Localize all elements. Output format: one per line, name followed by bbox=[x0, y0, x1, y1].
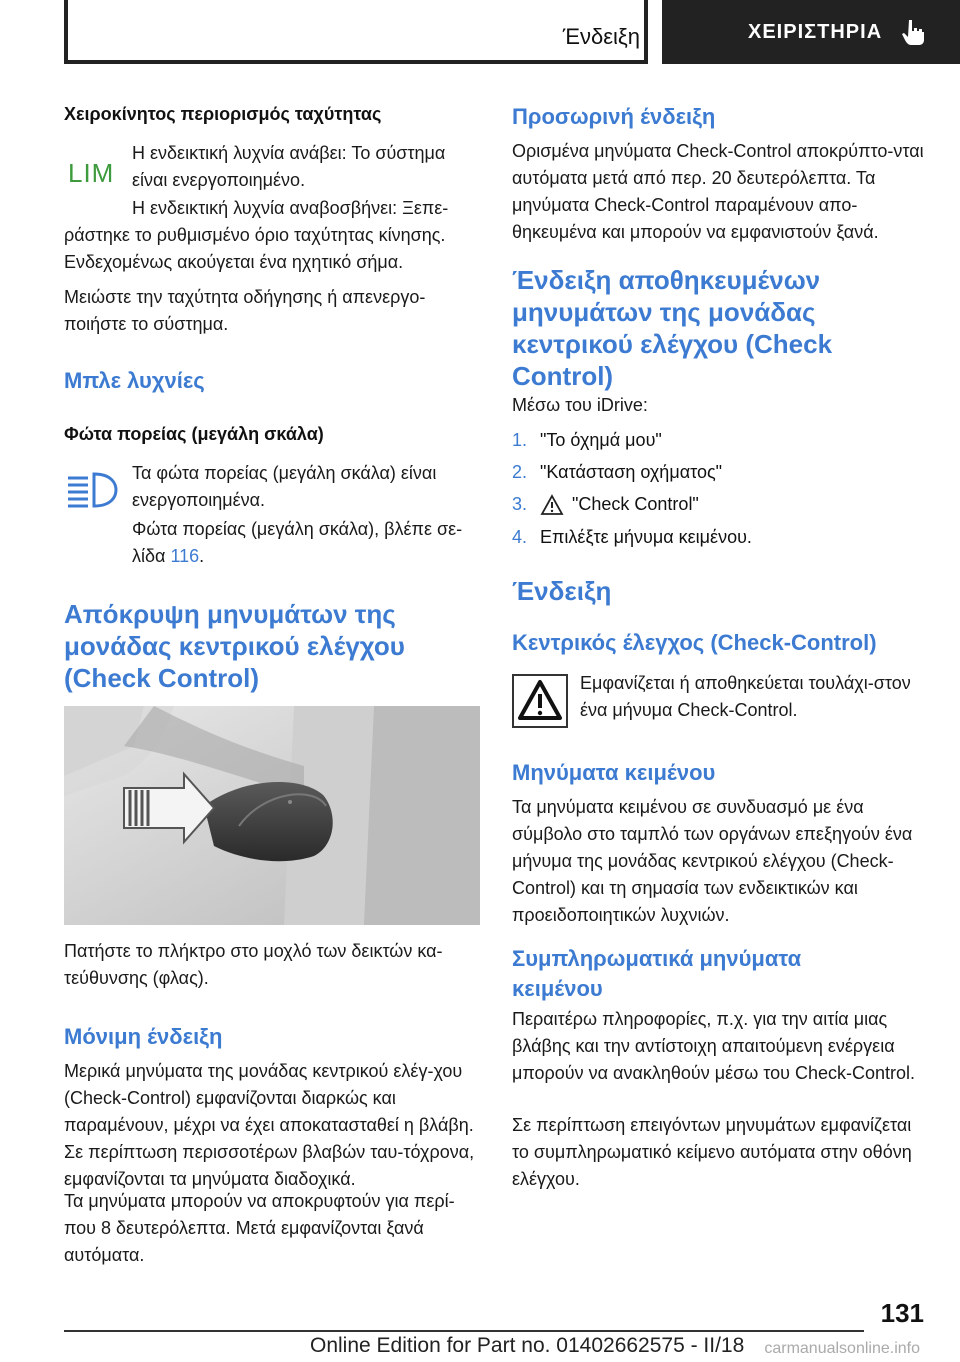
header-bar bbox=[64, 0, 648, 64]
photo-caption: Πατήστε το πλήκτρο στο μοχλό των δεικτών κα-τεύθυνσης (φλας). bbox=[64, 941, 443, 988]
check-control-warning-icon bbox=[514, 676, 566, 726]
via-idrive-text: Μέσω του iDrive: bbox=[512, 395, 648, 415]
text-messages-heading: Μηνύματα κειμένου bbox=[512, 760, 716, 785]
header-section-title: Ένδειξη bbox=[562, 24, 640, 49]
lim-paragraph-1: Η ενδεικτική λυχνία ανάβει: Το σύστημα είναι ενεργοποιημένο. bbox=[132, 143, 446, 190]
high-beam-ref-text: Φώτα πορείας (μεγάλη σκάλα), βλέπε σε-λίδα bbox=[132, 519, 463, 566]
step-text: "Check Control" bbox=[572, 494, 699, 514]
lim-paragraph-2-line1: Η ενδεικτική λυχνία αναβοσβήνει: Ξεπε- bbox=[132, 198, 449, 218]
check-control-warning-box bbox=[512, 674, 568, 728]
watermark: carmanualsonline.info bbox=[764, 1340, 920, 1357]
step-number: 1. bbox=[512, 430, 528, 450]
text-messages-paragraph: Τα μηνύματα κειμένου σε συνδυασμό με ένα σύμβολο στο ταμπλό των οργάνων επεξηγούν ένα μήνυμα της μονάδας κεντρικού ελέγχου (Check-Control) και τη σημασία των ενδεικτικών και προειδοποιητικών λυχνιών. bbox=[512, 797, 913, 925]
supplementary-paragraph-2: Σε περίπτωση επειγόντων μηνυμάτων εμφανίζεται το συμπληρωματικό κείμενο αυτόματα στην οθόνη ελέγχου. bbox=[512, 1115, 912, 1189]
display-heading: Ένδειξη bbox=[512, 576, 612, 606]
high-beam-paragraph-2 bbox=[132, 516, 478, 570]
hide-heading-line-1: Απόκρυψη μηνυμάτων της bbox=[64, 599, 396, 629]
stored-heading-line-2: μηνυμάτων της μονάδας bbox=[512, 297, 816, 327]
central-control-paragraph: Εμφανίζεται ή αποθηκεύεται τουλάχι-στον ένα μήνυμα Check-Control. bbox=[580, 673, 911, 720]
step-text: "Το όχημά μου" bbox=[540, 430, 662, 450]
header-chapter-tab bbox=[662, 0, 960, 64]
stored-heading-line-1: Ένδειξη αποθηκευμένων bbox=[512, 265, 821, 295]
stored-heading-line-4: Control) bbox=[512, 361, 614, 391]
step-text: "Κατάσταση οχήματος" bbox=[540, 462, 723, 482]
supplementary-paragraph-1: Περαιτέρω πληροφορίες, π.χ. για την αιτία μιας βλάβης και την αντίστοιχη απαιτούμενη ενέργεια μπορούν να ανακληθούν μέσω του Check-Control. bbox=[512, 1009, 916, 1083]
stored-messages-heading bbox=[512, 264, 930, 392]
turn-signal-lever-illustration bbox=[64, 706, 480, 925]
lim-indicator-icon: LIM bbox=[68, 158, 115, 188]
hand-pointer-icon bbox=[900, 18, 928, 46]
page-link-116[interactable]: 116 bbox=[170, 546, 200, 566]
permanent-paragraph-2: Τα μηνύματα μπορούν να αποκρυφτούν για περί-που 8 δευτερόλεπτα. Μετά εμφανίζονται ξανά αυτόματα. bbox=[64, 1191, 455, 1265]
supplementary-heading-line-1: Συμπληρωματικά μηνύματα bbox=[512, 946, 802, 971]
high-beam-icon bbox=[66, 470, 120, 510]
step-number: 2. bbox=[512, 462, 528, 482]
central-control-heading: Κεντρικός έλεγχος (Check-Control) bbox=[512, 630, 877, 655]
hide-heading-line-2: μονάδας κεντρικού ελέγχου bbox=[64, 631, 405, 661]
temporary-paragraph: Ορισμένα μηνύματα Check-Control αποκρύπτο-νται αυτόματα μετά από περ. 20 δευτερόλεπτα. Τα μηνύματα Check-Control παραμένουν απο-θηκευμένα και μπορούν να εμφανιστούν ξανά. bbox=[512, 141, 924, 242]
lim-paragraph-3: Μειώστε την ταχύτητα οδήγησης ή απενεργο-ποιήστε το σύστημα. bbox=[64, 287, 426, 334]
supplementary-heading-line-2: κειμένου bbox=[512, 976, 603, 1001]
step-number: 4. bbox=[512, 527, 528, 547]
header-chapter-title: ΧΕΙΡΙΣΤΗΡΙΑ bbox=[748, 20, 883, 43]
step-text: Επιλέξτε μήνυμα κειμένου. bbox=[540, 527, 752, 547]
high-beam-heading: Φώτα πορείας (μεγάλη σκάλα) bbox=[64, 424, 324, 444]
stored-heading-line-3: κεντρικού ελέγχου (Check bbox=[512, 329, 833, 359]
blue-lights-heading: Μπλε λυχνίες bbox=[64, 368, 205, 393]
speed-limit-heading: Χειροκίνητος περιορισμός ταχύτητας bbox=[64, 104, 382, 124]
supplementary-messages-heading bbox=[512, 944, 930, 1004]
warning-triangle-icon bbox=[540, 494, 564, 516]
edition-text: Online Edition for Part no. 01402662575 - II/18 bbox=[310, 1334, 745, 1357]
turn-signal-lever-photo bbox=[64, 706, 480, 925]
header-divider-right bbox=[644, 0, 648, 64]
hide-heading-line-3: (Check Control) bbox=[64, 663, 259, 693]
high-beam-paragraph-1: Τα φώτα πορείας (μεγάλη σκάλα) είναι ενεργοποιημένα. bbox=[132, 463, 437, 510]
page-number: 131 bbox=[880, 1298, 924, 1328]
temporary-display-heading: Προσωρινή ένδειξη bbox=[512, 104, 716, 129]
footer-divider bbox=[64, 1330, 864, 1332]
permanent-paragraph-1: Μερικά μηνύματα της μονάδας κεντρικού ελέγ-χου (Check-Control) εμφανίζονται διαρκώς και παραμένουν, μέχρι να έχει αποκατασταθεί η βλάβη. Σε περίπτωση περισσοτέρων βλαβών ταυ-τόχρονα, εμφανίζονται τα μηνύματα διαδοχικά. bbox=[64, 1061, 475, 1189]
lim-paragraph-2-rest: ράστηκε το ρυθμισμένο όριο ταχύτητας κίνησης. Ενδεχομένως ακούγεται ένα ηχητικό σήμα. bbox=[64, 225, 446, 272]
high-beam-ref-end: . bbox=[199, 546, 205, 566]
permanent-display-heading: Μόνιμη ένδειξη bbox=[64, 1024, 223, 1049]
step-number: 3. bbox=[512, 494, 528, 514]
hide-messages-heading bbox=[64, 598, 480, 694]
